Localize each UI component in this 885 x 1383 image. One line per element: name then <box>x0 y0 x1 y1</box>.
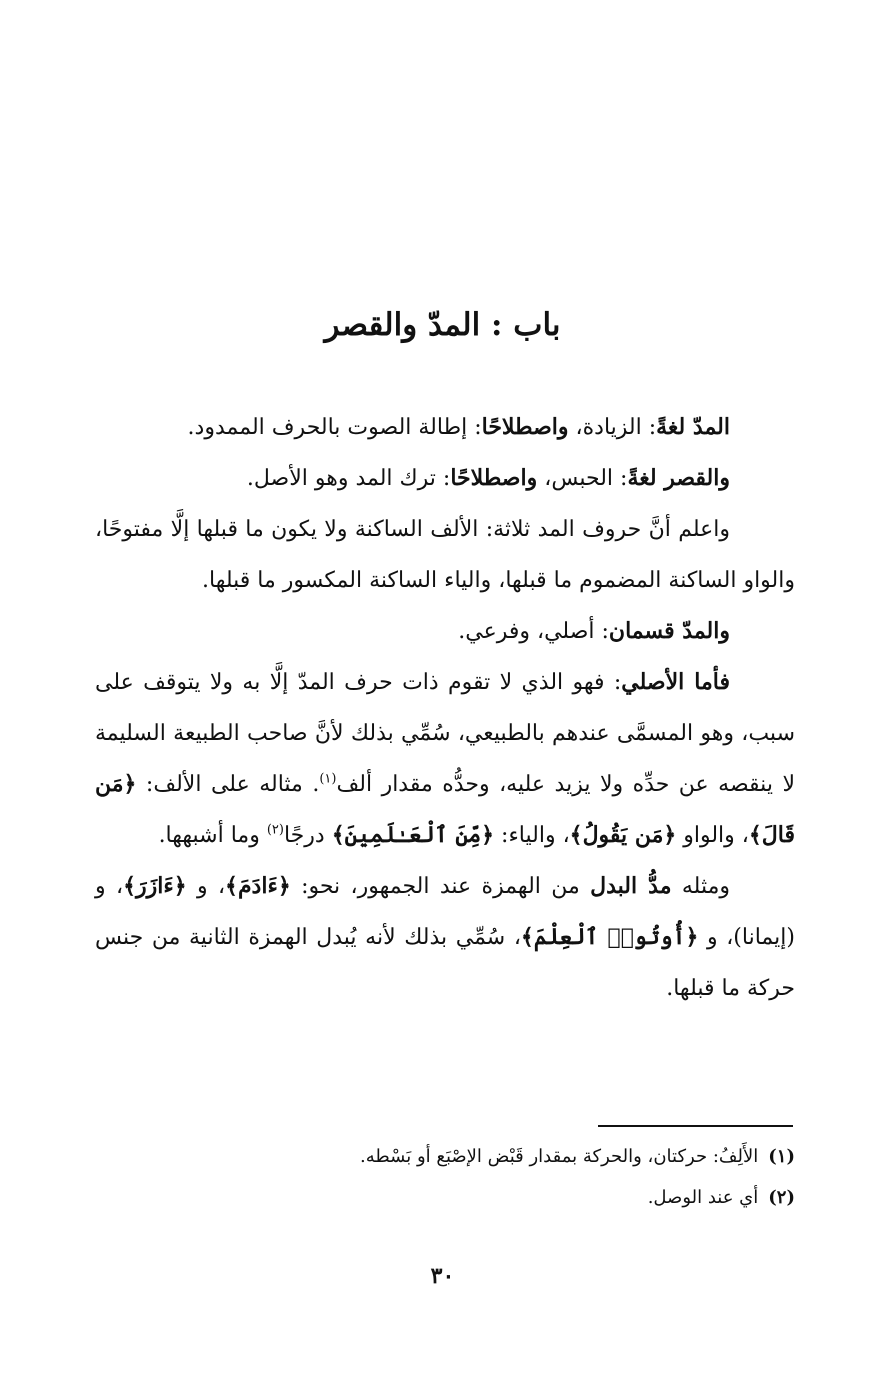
text-segment: ، سُمِّي بذلك لأنه يُبدل الهمزة الثانية من جنس حركة ما قبلها. <box>95 925 795 1001</box>
footnote-number: (١) <box>768 1146 795 1167</box>
quran-quote: ﴿أُوتُوا۟ ٱلْعِلْمَ﴾ <box>520 924 699 950</box>
paragraph-qasr-definition <box>95 453 795 504</box>
term-madd-al-badal: مدُّ البدل <box>590 873 672 899</box>
text-segment: : أصلي، وفرعي. <box>458 619 609 644</box>
text-segment: . مثاله على الألف: <box>136 772 320 797</box>
paragraph-madd-letters <box>95 504 795 606</box>
text-segment: : إطالة الصوت بالحرف الممدود. <box>187 415 482 440</box>
footnote-text: أي عند الوصل. <box>647 1187 759 1208</box>
term-qasr-lughatan: والقصر لغةً <box>627 465 730 491</box>
text-segment: ، و (إيمانا)، و <box>95 874 795 950</box>
text-segment: وما أشبهها. <box>158 823 267 848</box>
text-segment: واعلم أنَّ حروف المد ثلاثة: الألف الساكنة ولا يكون ما قبلها إلَّا مفتوحًا، والواو الساكنة المضموم ما قبلها، والياء الساكنة المكسور ما قبلها. <box>95 517 795 593</box>
term-amma-al-asli: فأما الأصلي <box>621 669 730 695</box>
text-segment: درجًا <box>283 823 332 848</box>
term-istilahan: واصطلاحًا <box>450 465 538 491</box>
text-segment: : ترك المد وهو الأصل. <box>246 466 451 491</box>
quran-quote: ﴿مَن قَالَ﴾ <box>95 771 795 848</box>
term-istilahan: واصطلاحًا <box>481 414 569 440</box>
text-segment: ، والواو <box>676 823 749 848</box>
chapter-title: باب : المدّ والقصر <box>324 307 561 343</box>
footnote-number: (٢) <box>768 1187 795 1208</box>
paragraph-madd-badal <box>95 861 795 1014</box>
text-segment: ومثله <box>671 874 730 899</box>
term-madd-qismaan: والمدّ قسمان <box>608 618 730 644</box>
footnote-text: الأَلِفُ: حركتان، والحركة بمقدار قَبْض الإصْبَع أو بَسْطه. <box>360 1146 759 1167</box>
page-number: ٣٠ <box>430 1263 455 1289</box>
footnote-1 <box>95 1136 795 1177</box>
text-segment: ، والياء: <box>494 823 570 848</box>
text-segment: ، و <box>186 874 226 899</box>
text-segment: : فهو الذي لا تقوم ذات حرف المدّ إلَّا به ولا يتوقف على سبب، وهو المسمَّى عندهم بالطبيعي، سُمِّي بذلك لأنَّ صاحب الطبيعة السليمة لا ينقصه عن حدِّه ولا يزيد عليه، وحدُّه مقدار ألف <box>95 670 795 797</box>
text-segment: من الهمزة عند الجمهور، نحو: <box>290 874 591 899</box>
quran-quote: ﴿مِّنَ ٱلْعَـٰلَمِينَ﴾ <box>331 822 495 848</box>
paragraph-madd-definition <box>95 402 795 453</box>
quran-quote: ﴿ءَازَرَ﴾ <box>123 873 187 899</box>
paragraph-madd-types <box>95 606 795 657</box>
footnote-ref-2[interactable]: (٢) <box>266 822 284 838</box>
text-segment: : الحبس، <box>537 466 628 491</box>
quran-quote: ﴿مَن يَقُولُ﴾ <box>569 822 677 848</box>
quran-quote: ﴿ءَادَمَ﴾ <box>225 873 291 899</box>
text-segment: : الزيادة، <box>568 415 657 440</box>
footnote-divider <box>598 1125 793 1127</box>
term-madd-lughatan: المدّ لغةً <box>656 414 730 440</box>
footnote-ref-1[interactable]: (١) <box>319 771 337 787</box>
footnotes <box>95 1136 795 1218</box>
footnote-2 <box>95 1177 795 1218</box>
main-text <box>95 402 795 1014</box>
paragraph-madd-asli <box>95 657 795 861</box>
